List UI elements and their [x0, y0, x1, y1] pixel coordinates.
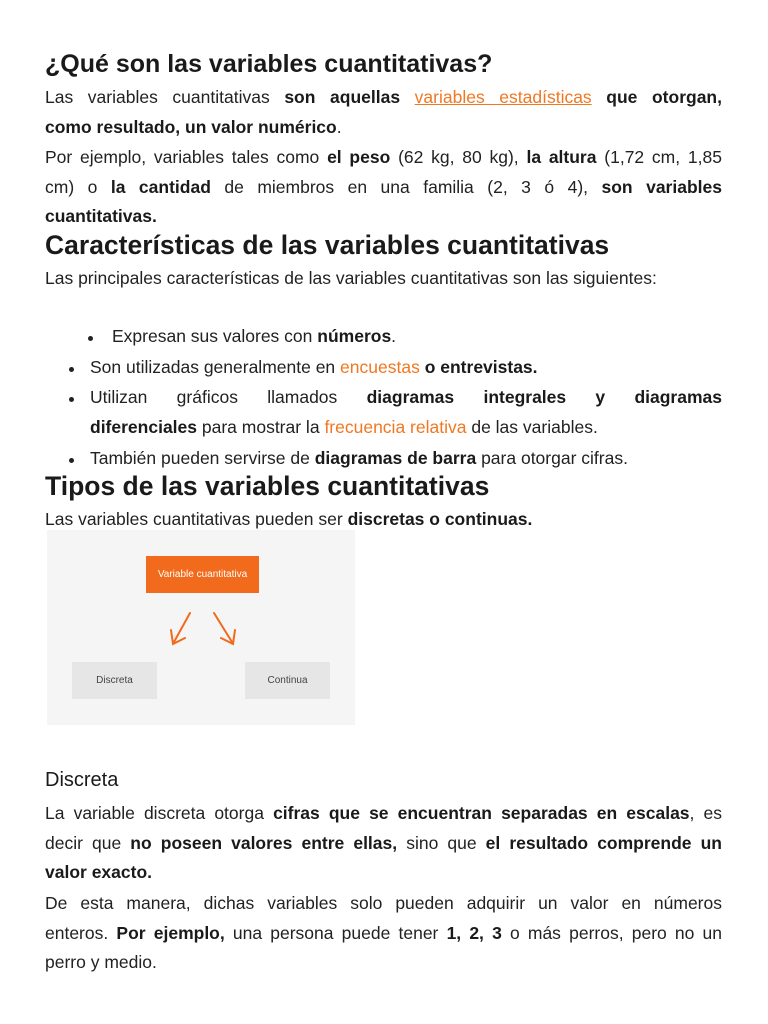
text-line: Las principales características de las variables cuantitativas son las siguientes: — [45, 268, 657, 288]
bold-text: cuantitativas. — [45, 206, 157, 226]
text-line — [45, 173, 722, 203]
paragraph-discreta-1 — [45, 799, 722, 888]
bold-text: diagramas integrales y diagramas — [366, 387, 722, 407]
text-line — [45, 948, 722, 978]
bold-text: la altura — [526, 147, 597, 167]
text-line — [45, 829, 722, 859]
text-span: sino que — [406, 832, 477, 853]
arrow-right-icon — [214, 613, 235, 644]
heading-discreta: Discreta — [45, 769, 119, 791]
text-span: o más perros, pero no un — [509, 922, 722, 943]
link-encuestas[interactable]: encuestas — [340, 357, 420, 377]
text-span: una persona puede tener — [232, 922, 439, 943]
heading-tipos: Tipos de las variables cuantitativas — [45, 471, 490, 501]
bold-text: valor exacto. — [45, 862, 152, 882]
bold-text: no poseen valores entre ellas, — [130, 832, 398, 853]
text-span: Por ejemplo, variables tales como — [45, 147, 320, 167]
text-span: De esta manera, dichas variables solo pueden adquirir un valor en números — [45, 893, 722, 913]
bold-text: diagramas de barra — [314, 448, 477, 468]
bold-text: que otorgan, — [606, 87, 722, 107]
text-span: , es — [689, 803, 722, 823]
text-span: para otorgar cifras. — [481, 448, 628, 468]
diagram-box-variable-cuantitativa: Variable cuantitativa — [146, 556, 259, 593]
paragraph-ejemplo — [45, 143, 722, 232]
bold-text: el peso — [327, 147, 391, 167]
bold-text: son aquellas — [284, 87, 401, 107]
bold-text: el resultado comprende un — [485, 832, 722, 853]
text-span: Son utilizadas generalmente en — [90, 357, 336, 377]
text-span: . — [336, 116, 342, 137]
link-variables-estadisticas[interactable]: variables estadísticas — [414, 87, 592, 107]
bullet-dot — [69, 397, 74, 402]
text-line — [45, 83, 722, 113]
link-frecuencia-relativa[interactable]: frecuencia relativa — [324, 416, 467, 437]
paragraph-definicion — [45, 83, 722, 142]
text-span: (62 kg, 80 kg), — [398, 147, 519, 167]
paragraph-caracteristicas-intro — [45, 264, 722, 294]
heading-caracteristicas: Características de las variables cuantitativas — [45, 230, 610, 260]
heading-que-son: ¿Qué son las variables cuantitativas? — [45, 50, 493, 78]
bold-text: Por ejemplo, — [116, 922, 225, 943]
text-span: de miembros en una familia (2, 3 ó 4), — [224, 176, 589, 197]
text-span: La variable discreta otorga — [45, 803, 264, 823]
diagram-box-continua: Continua — [245, 662, 330, 699]
text-span: Utilizan gráficos llamados — [90, 387, 338, 407]
text-span: . — [391, 326, 397, 346]
bullet-dot — [69, 367, 74, 372]
text-span: para mostrar la — [201, 416, 320, 437]
text-span: (1,72 cm, 1,85 — [604, 147, 722, 167]
bullet-dot — [69, 458, 74, 463]
list-item — [90, 322, 722, 352]
text-span: decir que — [45, 832, 122, 853]
diagram-box-discreta: Discreta — [72, 662, 157, 699]
bold-text: la cantidad — [110, 176, 211, 197]
bold-text: 1, 2, 3 — [446, 922, 502, 943]
text-span: Expresan sus valores con — [112, 326, 313, 346]
bold-text: cifras que se encuentran separadas en escalas — [273, 803, 690, 823]
bold-text: o entrevistas. — [424, 357, 538, 377]
text-span: Las variables cuantitativas pueden ser — [45, 509, 343, 529]
paragraph-discreta-2 — [45, 889, 722, 978]
text-span: perro y medio. — [45, 952, 157, 972]
bold-text: números — [317, 326, 392, 346]
arrow-left-icon — [171, 613, 190, 644]
bold-text: discretas o continuas. — [347, 509, 533, 529]
bold-text: como resultado, un valor numérico — [45, 116, 337, 137]
text-line — [45, 889, 722, 919]
list-item — [90, 383, 722, 442]
text-span: También pueden servirse de — [90, 448, 310, 468]
text-span: cm) o — [45, 176, 98, 197]
text-line — [45, 143, 722, 173]
text-line — [45, 919, 722, 949]
bold-text: diferenciales — [90, 416, 197, 437]
text-line — [90, 413, 722, 443]
variable-types-diagram — [47, 530, 355, 725]
text-line — [45, 858, 722, 888]
text-span: Las variables cuantitativas — [45, 87, 270, 107]
bold-text: son variables — [601, 176, 722, 197]
text-line — [45, 799, 722, 829]
text-span: enteros. — [45, 922, 109, 943]
text-span: de las variables. — [471, 416, 598, 437]
list-item — [90, 353, 722, 383]
bullet-dot — [88, 336, 93, 341]
text-line — [45, 113, 722, 143]
text-line — [90, 383, 722, 413]
